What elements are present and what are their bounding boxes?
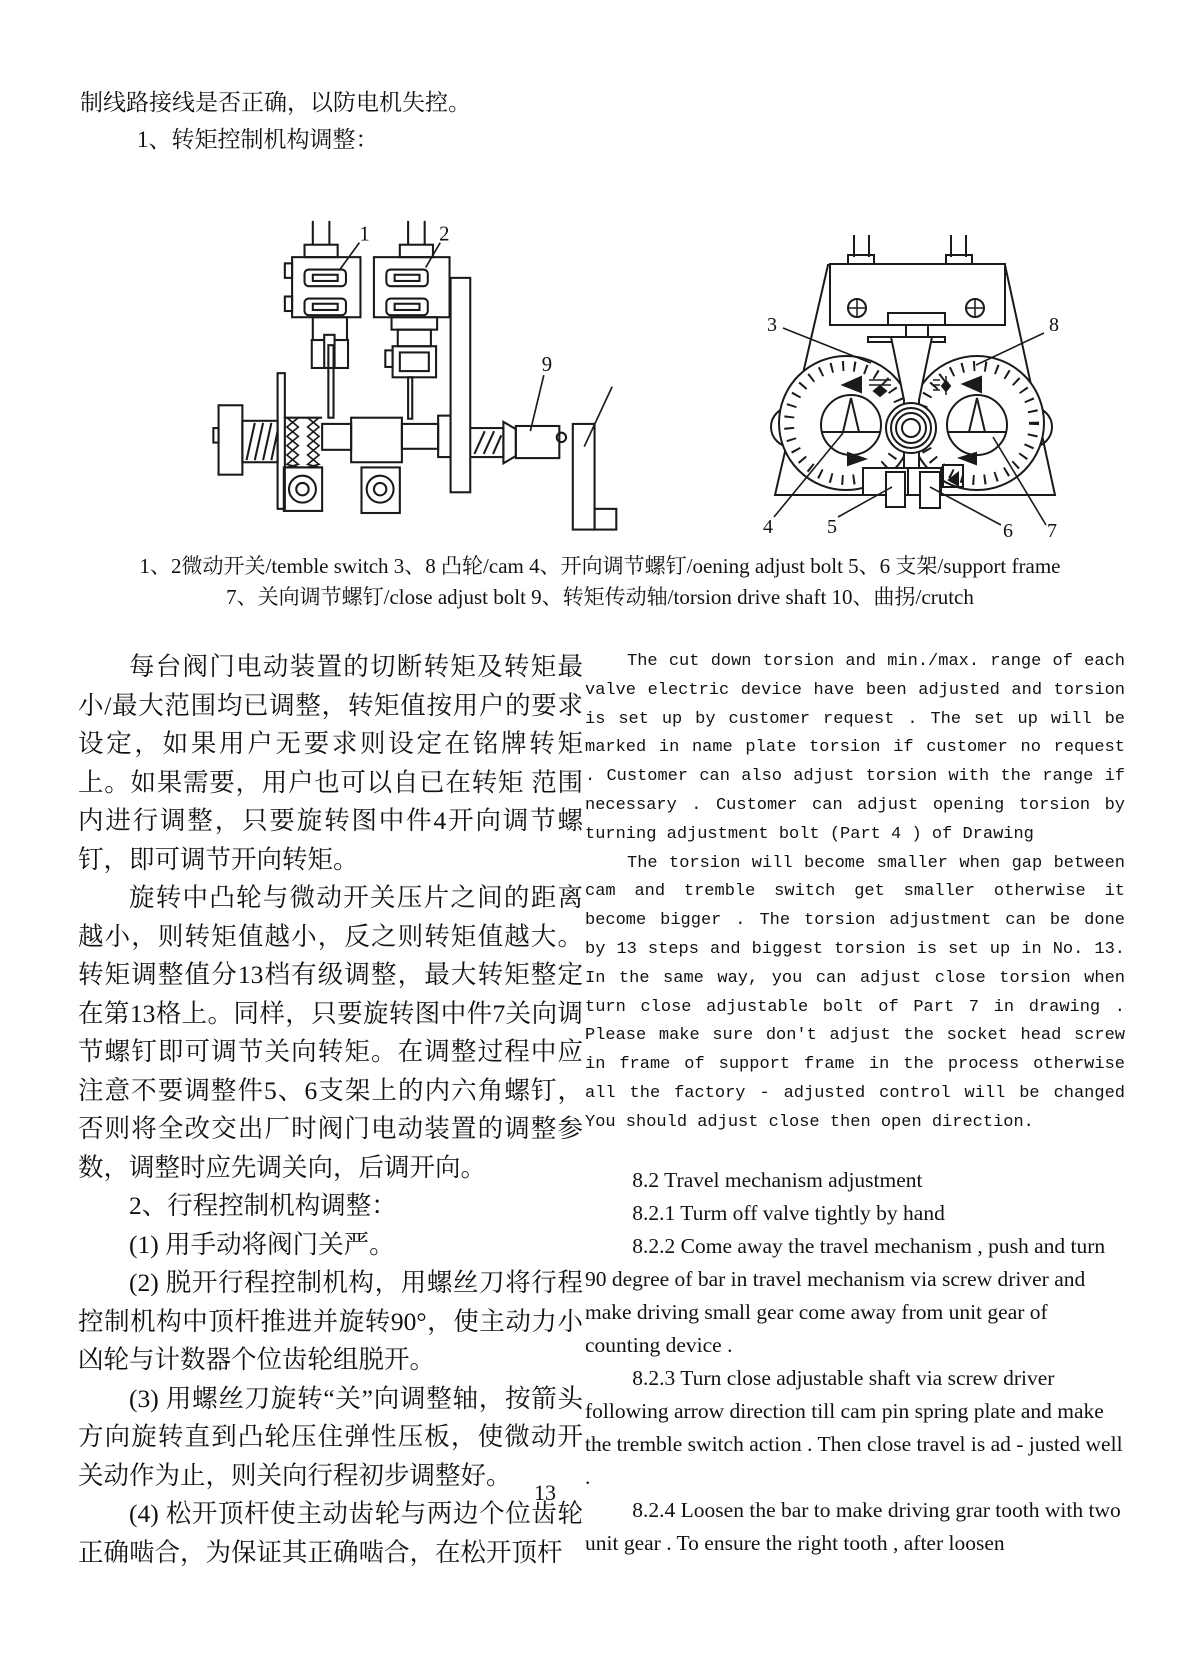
paragraph-cam-gap: 旋转中凸轮与微动开关压片之间的距离越小，则转矩值越小，反之则转矩值越大。转矩调整值分13档有级调整，最大转矩整定在第13格上。同样，只要旋转图中件7关向调节螺钉即可调节关向转矩。在调整过程中应注意不要调整件5、6支架上的内六角螺钉，否则将全改交出厂时阀门电动装置的调整参数，调整时应先调关向，后调开向。	[78, 883, 583, 1182]
torque-mechanism-side-view-figure	[182, 195, 628, 542]
intro-line-2: 1、转矩控制机构调整：	[137, 127, 379, 152]
heading-travel-adjust: 2、行程控制机构调整：	[129, 1191, 397, 1220]
heading-8-2: 8.2 Travel mechanism adjustment	[632, 1167, 923, 1192]
intro-line-1: 制线路接线是否正确，以防电机失控。	[80, 90, 471, 115]
figure-caption	[40, 551, 1160, 613]
paragraph-torque-adjust: 每台阀门电动装置的切断转矩及转矩最小/最大范围均已调整，转矩值按用户的要求设定，如果用户无要求则设定在铭牌转矩上。如果需要，用户也可以自已在转矩 范围内进行调整，只要旋转图中件4开向调节螺钉，即可调节开向转矩。	[78, 652, 583, 874]
figure-caption-line-1: 1、2微动开关/temble switch 3、8 凸轮/cam 4、开向调节螺钉/oening adjust bolt 5、6 支架/support frame	[139, 554, 1061, 578]
step-8-2-2: 8.2.2 Come away the travel mechanism , push and turn 90 degree of bar in travel mechanism via screw driver and make driving small gear come away from unit gear of counting device .	[585, 1233, 1106, 1357]
paragraph-torsion-adjust-en: The torsion will become smaller when gap between cam and tremble switch get smaller otherwise it become bigger . The torsion adjustment can be done by 13 steps and biggest torsion is set up in No. 13. In the same way, you can adjust close torsion when turn close adjustable bolt of Part 7 in drawing . Please make sure don't adjust the socket head screw in frame of support frame in the process otherwise all the factory - adjusted control will be changed You should adjust close then open direction.	[585, 853, 1125, 1132]
right-figure-label-5: 5	[827, 516, 837, 538]
right-figure-label-7: 7	[1047, 520, 1057, 540]
right-text-column	[585, 648, 1125, 1560]
right-figure-label-3: 3	[767, 314, 777, 336]
step-1: (1) 用手动将阀门关严。	[129, 1229, 395, 1259]
right-figure-label-6: 6	[1003, 520, 1013, 540]
cam-mechanism-front-view-figure	[688, 195, 1108, 540]
right-figure-label-8: 8	[1049, 314, 1059, 336]
left-figure-label-1: 1	[359, 223, 370, 246]
left-text-column	[78, 648, 583, 1572]
figure-area	[0, 0, 1200, 560]
left-figure-label-9: 9	[541, 354, 553, 377]
page-number: 13	[534, 1480, 556, 1505]
left-figure-label-2: 2	[439, 223, 450, 246]
step-8-2-4: 8.2.4 Loosen the bar to make driving grar tooth with two unit gear . To ensure the right tooth , after loosen	[585, 1497, 1121, 1555]
step-3: (3) 用螺丝刀旋转“关”向调整轴，按箭头方向旋转直到凸轮压住弹性压板，使微动开关动作为止，则关向行程初步调整好。	[78, 1383, 583, 1490]
right-figure-label-4: 4	[763, 516, 773, 538]
step-4: (4) 松开顶杆使主动齿轮与两边个位齿轮正确啮合，为保证其正确啮合，在松开顶杆	[78, 1499, 583, 1567]
step-8-2-1: 8.2.1 Turm off valve tightly by hand	[632, 1200, 945, 1225]
step-2: (2) 脱开行程控制机构，用螺丝刀将行程控制机构中顶杆推进并旋转90°，使主动力小凶轮与计数器个位齿轮组脱开。	[78, 1268, 583, 1374]
figure-caption-line-2: 7、关向调节螺钉/close adjust bolt 9、转矩传动轴/torsion drive shaft 10、曲拐/crutch	[226, 585, 974, 609]
step-8-2-3: 8.2.3 Turn close adjustable shaft via screw driver following arrow direction till cam pin spring plate and make the tremble switch action . Then close travel is ad - justed well .	[585, 1365, 1123, 1489]
paragraph-torsion-setup-en: The cut down torsion and min./max. range of each valve electric device have been adjusted and torsion is set up by customer request . The set up will be marked in name plate torsion if customer no request . Customer can also adjust torsion with the range if necessary . Customer can adjust opening torsion by turning adjustment bolt (Part 4 ) of Drawing	[585, 652, 1125, 844]
